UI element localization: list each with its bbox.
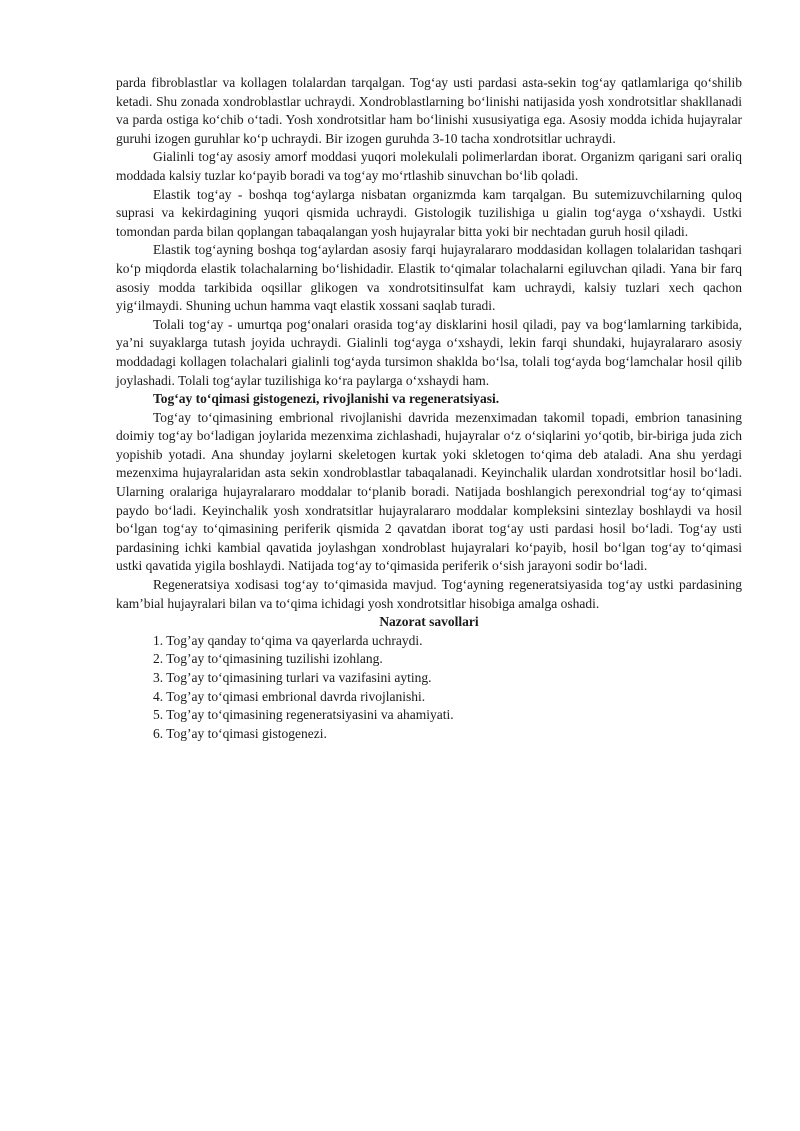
questions-heading: Nazorat savollari [379, 614, 479, 630]
paragraph-regeneration: Regeneratsiya xodisasi tog‘ay to‘qimasida mavjud. Tog‘ayning regeneratsiyasida tog‘ay ustki pardasining kam’bial hujayralari bilan va to‘qima ichidagi yosh xondrotsitlar hisobiga amalga oshadi. [116, 577, 742, 611]
questions-list [116, 632, 742, 744]
question-item: 2. Tog’ay to‘qimasining tuzilishi izohlang. [153, 651, 383, 667]
paragraph-fibrous-cartilage: Tolali tog‘ay - umurtqa pog‘onalari orasida tog‘ay disklarini hosil qiladi, pay va bog‘lamlarning tarkibida, ya’ni suyaklarga tutash joyida uchraydi. Gialinli tog‘ayga o‘xshaydi, lekin farqi shundaki, hujayralararo asosiy moddadagi kollagen tolachalari gialinli tog‘ayda tursimon shaklda bo‘lsa, tolali tog‘ayda bog‘lamchalar hosil qilib joylashadi. Tolali tog‘aylar tuzilishiga ko‘ra paylarga o‘xshaydi ham. [116, 316, 742, 388]
question-item: 5. Tog’ay to‘qimasining regeneratsiyasini va ahamiyati. [153, 707, 454, 723]
question-item: 4. Tog’ay to‘qimasi embrional davrda rivojlanishi. [153, 688, 426, 704]
document-page [116, 74, 742, 743]
section-heading: Tog‘ay to‘qimasi gistogenezi, rivojlanishi va regeneratsiyasi. [153, 391, 500, 407]
question-item: 1. Tog’ay qanday to‘qima va qayerlarda uchraydi. [153, 632, 423, 648]
paragraph-elastic-cartilage: Elastik tog‘ay - boshqa tog‘aylarga nisbatan organizmda kam tarqalgan. Bu sutemizuvchilarning quloq suprasi va kekirdagining yuqori qismida uchraydi. Gistologik tuzilishiga u gialin tog‘ayga o‘xshaydi. Ustki tomondan parda bilan qoplangan tabaqalangan yosh hujayralar bitta yoki bir nechtadan guruh hosil qiladi. [116, 186, 742, 239]
paragraph-elastic-difference: Elastik tog‘ayning boshqa tog‘aylardan asosiy farqi hujayralararo moddasidan kollagen tolalaridan tashqari ko‘p miqdorda elastik tolachalarning bo‘lishidadir. Elastik to‘qimalar tolachalarni egiluvchan qiladi. Yana bir farq asosiy modda tarkibida oqsillar glikogen va xondrotsitinsulfat kam uchraydi, kalsiy tuzlari xech qachon yig‘ilmaydi. Shuning uchun hamma vaqt elastik xossani saqlab turadi. [116, 242, 742, 314]
question-item: 3. Tog’ay to‘qimasining turlari va vazifasini ayting. [153, 670, 432, 685]
paragraph-histogenesis: Tog‘ay to‘qimasining embrional rivojlanishi davrida mezenximadan takomil topadi, embrion tanasining doimiy tog‘ay bo‘ladigan joylarida mezenxima zichlashadi, hujayralar o‘z o‘siqlarini yo‘qotib, bir-biriga juda zich yopishib yotadi. Ana shunday joylarni skeletogen kurtak yoki skletogen to‘qima deb ataladi. Ana shu yerdagi mezenxima hujayralaridan asta sekin xondroblastlar tabaqalanadi. Keyinchalik ulardan xondrotsitlar hosil bo‘ladi. Ularning oralariga hujayralararo moddalar to‘planib boradi. Natijada boshlangich perexondrial tog‘ay to‘qimasi paydo bo‘ladi. Keyinchalik yosh xondratsitlar hujayralararo moddalar kompleksini sintezlay boshlaydi va hosil bo‘lgan tog‘ay to‘qimasining periferik qismida 2 qavatdan iborat tog‘ay usti pardasi hosil bo‘ladi. Tog‘ay usti pardasining ichki kambial qavatida joylashgan xondroblast hujayralari ko‘payib, hosil bo‘lgan tog‘ay to‘qimasi ustki qavatida yigila boshlaydi. Natijada tog‘ay to‘qimasida periferik o‘sish jarayoni sodir bo‘ladi. [116, 409, 742, 574]
question-item: 6. Tog’ay to‘qimasi gistogenezi. [153, 725, 327, 741]
paragraph-hyaline-matrix: Gialinli tog‘ay asosiy amorf moddasi yuqori molekulali polimerlardan iborat. Organizm qarigani sari oraliq moddada kalsiy tuzlar ko‘payib boradi va tog‘ay mo‘rtlashib sinuvchan bo‘lib qoladi. [116, 149, 742, 183]
paragraph-continuation: parda fibroblastlar va kollagen tolalardan tarqalgan. Tog‘ay usti pardasi asta-sekin tog‘ay qatlamlariga qo‘shilib ketadi. Shu zonada xondroblastlar uchraydi. Xondroblastlarning bo‘linishi natijasida yosh xondrotsitlar shakllanadi va parda ostiga ko‘chib o‘tadi. Yosh xondrotsitlar ham bo‘linishi xususiyatiga ega. Asosiy modda ichida hujayralar guruhi izogen guruhlar ko‘p uchraydi. Bir izogen guruhda 3-10 tacha xondrotsitlar uchraydi. [116, 75, 742, 146]
